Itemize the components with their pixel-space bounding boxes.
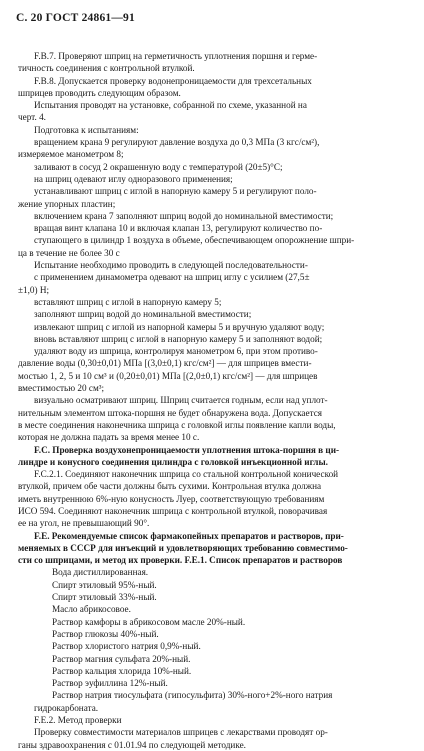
text-line: F.B.8. Допускается проверку водонепроницаемости для трехсетальных [34,75,312,86]
text-line: вращением крана 9 регулируют давление воздуха до 0,3 MПа (3 кгс/см²), [34,137,320,148]
text-line: в месте соединения наконечника шприца с головкой иглы появление капли воды, [18,419,336,430]
text-line: иметь внутреннюю 6%-ную конусность Луер, соответствующую требованиям [18,493,325,504]
text-line: F.E.2. Метод проверки [34,715,122,726]
page-header: С. 20 ГОСТ 24861—91 [16,12,135,24]
text-line: давление воды (0,30±0,01) MПа [(3,0±0,1) кгс/см²] — для шприцев вмести- [18,358,312,369]
text-line: вращая винт клапана 10 и включая клапан 13, регулируют количество по- [34,223,323,234]
text-line: мостью 1, 2, 5 и 10 см³ и (0,20±0,01) MПа [(2,0±0,1) кгс/см²] — для шприцев [18,370,318,381]
text-line: F.C. Проверка воздухонепроницаемости уплотнения штока-поршня в ци- [34,444,340,455]
text-line: ца в течение не более 30 с [18,247,120,258]
text-line: на шприц одевают иглу одноразового применения; [34,173,233,184]
text-line: с применением динамометра одевают на шприц иглу с усилием (27,5± [34,272,310,283]
text-line: меняемых в СССР для инъекций и удовлетворяющих требованию совместимо- [18,542,348,553]
text-line: сти со шприцами, и метод их проверки. F.E.1. Список препаратов и растворов [18,555,343,566]
text-line: тичность соединения с контрольной втулкой. [18,63,195,74]
text-line: Спирт этиловый 33%-ный. [52,592,157,603]
text-line: Испытание необходимо проводить в следующей последовательности- [34,260,308,271]
text-line: Проверку совместимости материалов шприцев с лекарствами проводят ор- [34,727,328,738]
text-line: шприцев проводить следующим образом. [18,87,181,98]
text-line: которая не должна падать за время менее 10 с. [18,432,200,443]
text-line: линдре и конусного соединения цилиндра с головкой инъекционной иглы. [18,456,328,467]
text-line: F.E. Рекомендуемые список фармакопейных препаратов и растворов, при- [34,530,344,541]
text-line: Раствор магния сульфата 20%-ный. [52,653,191,664]
document-body [18,50,414,751]
text-line: заполняют шприц водой до номинальной вместимости; [34,309,252,320]
text-line: F.B.7. Проверяют шприц на герметичность уплотнения поршня и герме- [34,51,318,61]
text-line: измеряемое манометром 8; [18,149,124,160]
text-line: ганы здравоохранения с 01.01.94 по следующей методике. [18,739,246,750]
text-line: черт. 4. [18,112,46,123]
text-line: жение упорных пластин; [18,198,116,209]
text-line: вставляют шприц с иглой в напорную камеру 5; [34,296,222,307]
text-line: включением крана 7 заполняют шприц водой до номинальной вместимости; [34,210,334,221]
text-line: нительным элементом штока-поршня не будет обнаружена вода. Допускается [18,407,323,418]
text-line: вместимостью 20 см³; [18,383,105,394]
text-line: Спирт этиловый 95%-ный. [52,579,157,590]
text-line: Подготовка к испытаниям: [34,124,139,135]
text-line: Раствор кальция хлорида 10%-ный. [52,665,192,676]
text-line: извлекают шприц с иглой из напорной камеры 5 и вручную удаляют воду; [34,321,325,332]
text-line: Масло абрикосовое. [52,604,131,615]
text-line: Раствор камфоры в абрикосовом масле 20%-ный. [52,616,246,627]
text-line: Раствор глюкозы 40%-ный. [52,628,159,639]
text-line: ее на угол, не превышающий 90°. [18,518,150,529]
text-line: Испытания проводят на установке, собранной по схеме, указанной на [34,100,307,111]
text-line: визуально осматривают шприц. Шприц считается годным, если над уплот- [34,395,328,406]
text-line: Раствор эуфиллина 12%-ный. [52,678,168,689]
text-line: вновь вставляют шприц с иглой в напорную камеру 5 и заполняют водой; [34,333,323,344]
text-line: ±1,0) Н; [18,284,50,295]
text-line: втулкой, причем обе части должны быть сухими. Контрольная втулка должна [18,481,322,492]
text-line: Вода дистиллированная. [52,567,149,578]
text-line: заливают в сосуд 2 окрашенную воду с температурой (20±5)°С; [34,161,283,172]
text-line: Раствор хлористого натрия 0,9%-ный. [52,641,201,652]
text-line: Раствор натрия тиосульфата (гипосульфита) 30%-ного+2%-ного натрия [52,690,333,701]
text-line: удаляют воду из шприца, контролируя манометром 6, при этом противо- [34,346,318,357]
text-line: ступающего в цилиндр 1 воздуха в объеме, обеспечивающем опорожнение шпри- [34,235,355,246]
text-line: гидрокарбоната. [34,702,99,713]
text-line: устанавливают шприц с иглой в напорную камеру 5 и регулируют поло- [34,186,317,197]
text-line: ИСО 594. Соединяют наконечник шприца с контрольной втулкой, поворачивая [18,505,328,516]
text-line: F.C.2.1. Соединяют наконечник шприца со стальной контрольной конической [34,469,339,480]
